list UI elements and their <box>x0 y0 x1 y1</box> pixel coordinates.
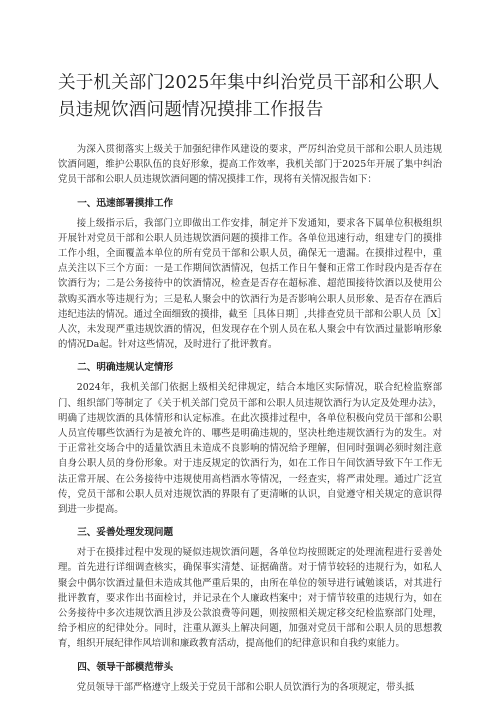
document-title: 关于机关部门2025年集中纠治党员干部和公职人员违规饮酒问题情况摸排工作报告 <box>58 73 440 120</box>
section-1-heading: 一、迅速部署摸排工作 <box>77 197 174 209</box>
section-2-heading: 二、明确违规认定情形 <box>77 362 174 374</box>
section-3-body: 对于在摸排过程中发现的疑似违规饮酒问题，各单位均按照既定的处理流程进行妥善处理。首先进行详细调查核实，确保事实清楚、证据确凿。对于情节较轻的违规行为，如私人聚会中偶尔饮酒过量但未造成其他严重后果的，由所在单位的领导进行诫勉谈话，对其进行批评教育，要求作出书面检讨，并记录在个人廉政档案中；对于情节较重的违规行为，如在公务接待中多次违规饮酒且涉及公款浪费等问题，则按照相关规定移交纪检监察部门处理，给予相应的纪律处分。同时，注重从源头上解决问题，加强对党员干部和公职人员的思想教育，组织开展纪律作风培训和廉政教育活动，提高他们的纪律意识和自我约束能力。 <box>58 547 442 650</box>
section-1-body: 接上级指示后，我部门立即做出工作安排，制定并下发通知，要求各下属单位积极组织开展针对党员干部和公职人员违规饮酒问题的摸排工作。各单位迅速行动，组建专门的摸排工作小组，全面覆盖本单位的所有党员干部和公职人员，确保无一遗漏。在摸排过程中，重点关注以下三个方面：一是工作期间饮酒情况，包括工作日午餐和正常工作时段内是否存在饮酒行为；二是公务接待中的饮酒情况，检查是否存在超标准、超范围接待饮酒以及使用公款购买酒水等违规行为；三是私人聚会中的饮酒行为是否影响公职人员形象、是否存在酒后违纪违法的情况。通过全面细致的摸排，截至［具体日期］,共排查党员干部和公职人员［X］人次，未发现严重违规饮酒的情况，但发现存在个别人员在私人聚会中有饮酒过量影响形象的情况Da起。针对这些情况，及时进行了批评教育。 <box>58 217 442 351</box>
section-2-body: 2024年，我机关部门依据上级相关纪律规定，结合本地区实际情况，联合纪检监察部门、组织部门等制定了《关于机关部门党员干部和公职人员违规饮酒行为认定及处理办法》，明确了违规饮酒的具体情形和认定标准。在此次摸排过程中，各单位积极向党员干部和公职人员宣传哪些饮酒行为是被允许的、哪些是明确违规的，坚决杜绝违规饮酒行为的发生。对于正常社交场合中的适量饮酒且未造成不良影响的情况给予理解，但同时强调必须时刻注意自身公职人员的身份形象。对于违反规定的饮酒行为，如在工作日午间饮酒导致下午工作无法正常开展、在公务接待中违规使用高档酒水等情况，一经查实，将严肃处理。通过广泛宣传，党员干部和公职人员对违规饮酒的界限有了更清晰的认识，自觉遵守相关规定的意识得到进一步提高。 <box>58 382 442 516</box>
section-4-body: 党员领导干部严格遵守上级关于党员干部和公职人员饮酒行为的各项规定，带头抵 <box>76 681 415 693</box>
section-4-heading: 四、领导干部模范带头 <box>77 661 174 673</box>
section-3-heading: 三、妥善处理发现问题 <box>77 527 174 539</box>
intro-paragraph: 为深入贯彻落实上级关于加强纪律作风建设的要求，严厉纠治党员干部和公职人员违规饮酒问题，维护公职队伍的良好形象，提高工作效率，我机关部门于2025年开展了集中纠治党员干部和公职人员违规饮酒问题的情况摸排工作，现将有关情况报告如下： <box>58 144 442 186</box>
